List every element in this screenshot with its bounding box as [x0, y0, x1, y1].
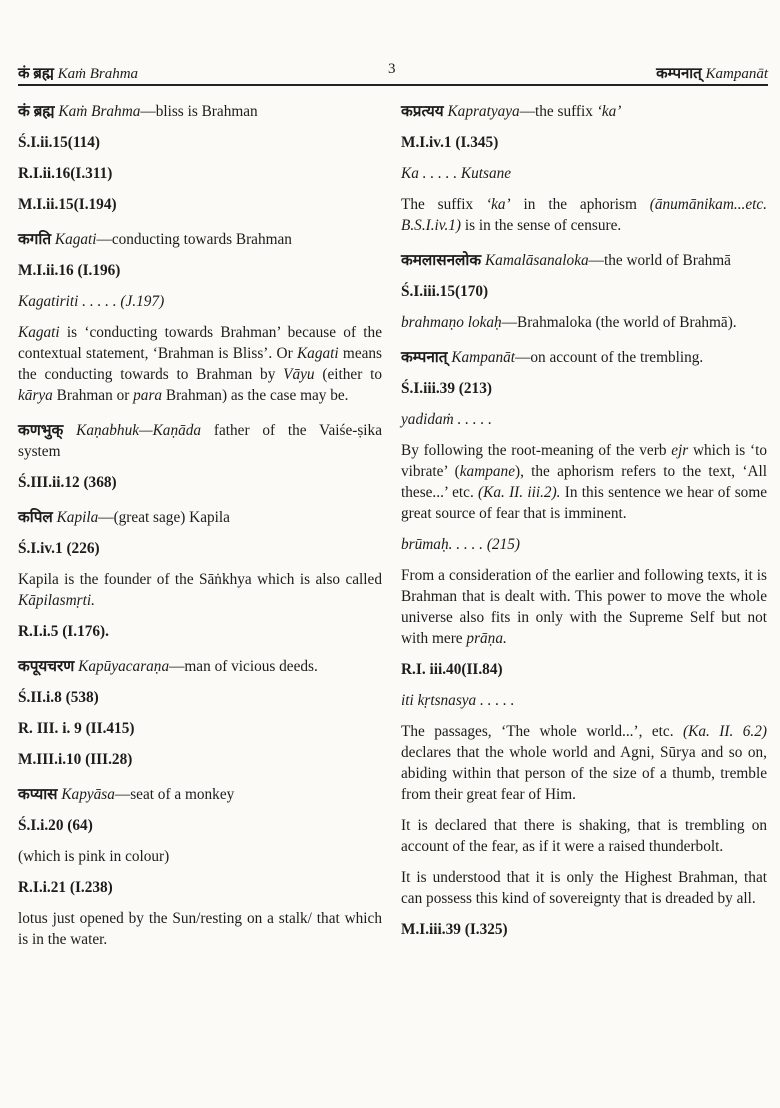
- text-run: Ś.I.iii.39 (213): [401, 380, 492, 397]
- reference-citation: [18, 132, 382, 153]
- reference-citation: [401, 132, 767, 153]
- entry-headword: [18, 101, 382, 122]
- devanagari-term: कम्पनात्: [656, 66, 706, 82]
- italic-text: ‘ka’: [596, 103, 622, 120]
- reference-citation: [18, 877, 382, 898]
- devanagari-term: कं ब्रह्म: [18, 66, 58, 82]
- dictionary-entry: [401, 101, 767, 236]
- entry-text: [401, 721, 767, 805]
- italic-text: yadidaṁ . . . . .: [401, 411, 492, 428]
- text-run: —(great sage) Kapila: [98, 509, 230, 526]
- entry-text: [18, 846, 382, 867]
- italic-text: iti kṛtsnasya . . . . .: [401, 692, 515, 709]
- text-run: means the conducting towards to Brahman by: [18, 345, 382, 383]
- text-run: M.I.iv.1 (I.345): [401, 134, 499, 151]
- header-right-term: [656, 63, 768, 83]
- italic-text: Kaṁ Brahma: [57, 66, 139, 82]
- text-run: ), the aphorism refers to the text, ‘All these...’ etc.: [401, 463, 767, 501]
- dictionary-entry: [401, 347, 767, 940]
- text-run: The passages, ‘The whole world...’, etc.: [401, 723, 684, 740]
- entry-text: [401, 194, 767, 236]
- devanagari-term: कप्यास: [18, 786, 62, 803]
- italic-text: Kapūyacaraṇa: [78, 658, 170, 675]
- text-run: Brahman) as the case may be.: [162, 387, 349, 404]
- italic-text: prāṇa.: [466, 630, 507, 647]
- text-run: Brahman or: [52, 387, 134, 404]
- italic-text: Kagatiriti . . . . . (J.197): [18, 293, 165, 310]
- text-run: It is declared that there is shaking, that is trembling on account of the fear, as if it were a raised thunderbolt.: [401, 817, 767, 855]
- text-run: R.I. iii.40(II.84): [401, 661, 503, 678]
- entry-text: [18, 908, 382, 950]
- devanagari-term: कम्पनात्: [401, 349, 452, 366]
- text-run: M.I.ii.15(I.194): [18, 196, 117, 213]
- reference-citation: [18, 621, 382, 642]
- dictionary-entry: [18, 420, 382, 493]
- italic-text: ‘ka’: [486, 196, 511, 213]
- header-left-term: [18, 63, 138, 83]
- dictionary-entry: [18, 656, 382, 770]
- page-number: 3: [388, 61, 396, 77]
- entry-headword: [401, 101, 767, 122]
- text-run: —man of vicious deeds.: [169, 658, 318, 675]
- italic-text: Kaṇabhuk—Kaṇāda: [76, 422, 202, 439]
- text-run: It is understood that it is only the Highest Brahman, that can possess this kind of sovereignty that is dreaded by all.: [401, 869, 767, 907]
- reference-citation: [18, 163, 382, 184]
- italic-text: (Ka. II. 6.2): [683, 723, 767, 740]
- devanagari-term: कगति: [18, 231, 55, 248]
- italic-text: para: [133, 387, 163, 404]
- text-run: In this sentence we hear of some great source of fear that is imminent.: [401, 484, 768, 522]
- text-run: The suffix: [401, 196, 486, 213]
- text-run: Ś.II.i.8 (538): [18, 689, 99, 706]
- text-run: By following the root-meaning of the verb: [401, 442, 672, 459]
- running-header: [18, 60, 768, 86]
- reference-citation: [401, 659, 767, 680]
- left-column: [18, 101, 382, 964]
- entry-headword: [401, 347, 767, 368]
- text-run: M.I.iii.39 (I.325): [401, 921, 508, 938]
- text-run: which is ‘to vibrate’ (: [401, 442, 767, 480]
- devanagari-term: कपूयचरण: [18, 658, 79, 675]
- italic-text: Kamalāsanaloka: [484, 252, 589, 269]
- italic-text: Kagati: [296, 345, 339, 362]
- text-run: in the aphorism: [510, 196, 650, 213]
- italic-text: kārya: [18, 387, 53, 404]
- entry-text: [401, 815, 767, 857]
- text-run: M.I.ii.16 (I.196): [18, 262, 121, 279]
- italic-text: Kapila: [56, 509, 99, 526]
- text-run: R. III. i. 9 (II.415): [18, 720, 135, 737]
- entry-text: [401, 867, 767, 909]
- reference-citation: [18, 815, 382, 836]
- devanagari-term: कप्रत्यय: [401, 103, 448, 120]
- italic-text: (Ka. II. iii.2).: [478, 484, 561, 501]
- reference-citation: [18, 718, 382, 739]
- italic-text: Kampanāt: [451, 349, 516, 366]
- entry-text: [401, 163, 767, 184]
- italic-text: Vāyu: [283, 366, 315, 383]
- right-column: [401, 101, 767, 954]
- entry-headword: [18, 656, 382, 677]
- text-run: M.III.i.10 (III.28): [18, 751, 133, 768]
- entry-text: [401, 440, 767, 524]
- italic-text: Kaṁ Brahma: [58, 103, 141, 120]
- dictionary-entry: [18, 507, 382, 642]
- italic-text: ejr: [671, 442, 689, 459]
- text-run: —the world of Brahmā: [588, 252, 731, 269]
- text-run: Ś.I.ii.15(114): [18, 134, 101, 151]
- dictionary-entry: [18, 229, 382, 406]
- text-run: R.I.i.21 (I.238): [18, 879, 113, 896]
- italic-text: (ānumānikam...etc. B.S.I.iv.1): [401, 196, 767, 234]
- text-run: is ‘conducting towards Brahman’ because of the contextual statement, ‘Brahman is Bliss’. Or: [18, 324, 382, 362]
- entry-text: [18, 322, 382, 406]
- entry-headword: [401, 250, 767, 271]
- text-run: R.I.i.5 (I.176).: [18, 623, 109, 640]
- text-run: —conducting towards Brahman: [96, 231, 292, 248]
- entry-text: [401, 690, 767, 711]
- text-run: declares that the whole world and Agni, Sūrya and so on, abiding within that person of the size of a thumb, tremble from their great fear of Him.: [401, 744, 767, 803]
- entry-text: [18, 569, 382, 611]
- entry-text: [401, 565, 767, 649]
- devanagari-term: कपिल: [18, 509, 57, 526]
- entry-headword: [18, 229, 382, 250]
- text-run: (either to: [314, 366, 382, 383]
- entry-headword: [18, 507, 382, 528]
- italic-text: kampane: [459, 463, 515, 480]
- text-run: Ś.I.i.20 (64): [18, 817, 93, 834]
- reference-citation: [18, 749, 382, 770]
- reference-citation: [18, 194, 382, 215]
- italic-text: Ka . . . . . Kutsane: [401, 165, 512, 182]
- text-run: —Brahmaloka (the world of Brahmā).: [501, 314, 737, 331]
- reference-citation: [18, 260, 382, 281]
- entry-text: [18, 291, 382, 312]
- italic-text: brahmaṇo lokaḥ: [401, 314, 502, 331]
- text-run: Ś.I.iv.1 (226): [18, 540, 100, 557]
- text-run: —the suffix: [519, 103, 597, 120]
- italic-text: Kampanāt: [705, 66, 768, 82]
- italic-text: Kagati: [18, 324, 60, 341]
- text-run: —seat of a monkey: [114, 786, 235, 803]
- italic-text: Kagati: [54, 231, 97, 248]
- reference-citation: [401, 378, 767, 399]
- text-run: is in the sense of censure.: [461, 217, 622, 234]
- reference-citation: [18, 472, 382, 493]
- text-run: R.I.ii.16(I.311): [18, 165, 113, 182]
- entry-text: [401, 312, 767, 333]
- text-run: (which is pink in colour): [18, 848, 170, 865]
- italic-text: brūmaḥ. . . . . (215): [401, 536, 520, 553]
- dictionary-entry: [18, 101, 382, 215]
- entry-text: [401, 409, 767, 430]
- reference-citation: [401, 281, 767, 302]
- dictionary-entry: [401, 250, 767, 333]
- text-run: Ś.I.iii.15(170): [401, 283, 489, 300]
- reference-citation: [18, 538, 382, 559]
- dictionary-entry: [18, 784, 382, 950]
- devanagari-term: कणभुक्: [18, 422, 77, 439]
- text-run: lotus just opened by the Sun/resting on a stalk/ that which is in the water.: [18, 910, 382, 948]
- devanagari-term: कं ब्रह्म: [18, 103, 59, 120]
- italic-text: Kāpilasmṛti.: [18, 592, 95, 609]
- text-run: Kapila is the founder of the Sāṅkhya which is also called: [18, 571, 382, 588]
- reference-citation: [18, 687, 382, 708]
- text-run: Ś.III.ii.12 (368): [18, 474, 117, 491]
- entry-text: [401, 534, 767, 555]
- text-run: —on account of the trembling.: [515, 349, 704, 366]
- italic-text: Kapratyaya: [447, 103, 520, 120]
- text-run: —bliss is Brahman: [140, 103, 258, 120]
- entry-headword: [18, 784, 382, 805]
- devanagari-term: कमलासनलोक: [401, 252, 485, 269]
- italic-text: Kapyāsa: [61, 786, 115, 803]
- entry-headword: [18, 420, 382, 462]
- text-run: father of the Vaiśe-ṣika system: [18, 422, 382, 460]
- reference-citation: [401, 919, 767, 940]
- text-run: From a consideration of the earlier and following texts, it is Brahman that is dealt with. This power to move the whole universe also fits in only with the Supreme Self but not with mere: [401, 567, 767, 647]
